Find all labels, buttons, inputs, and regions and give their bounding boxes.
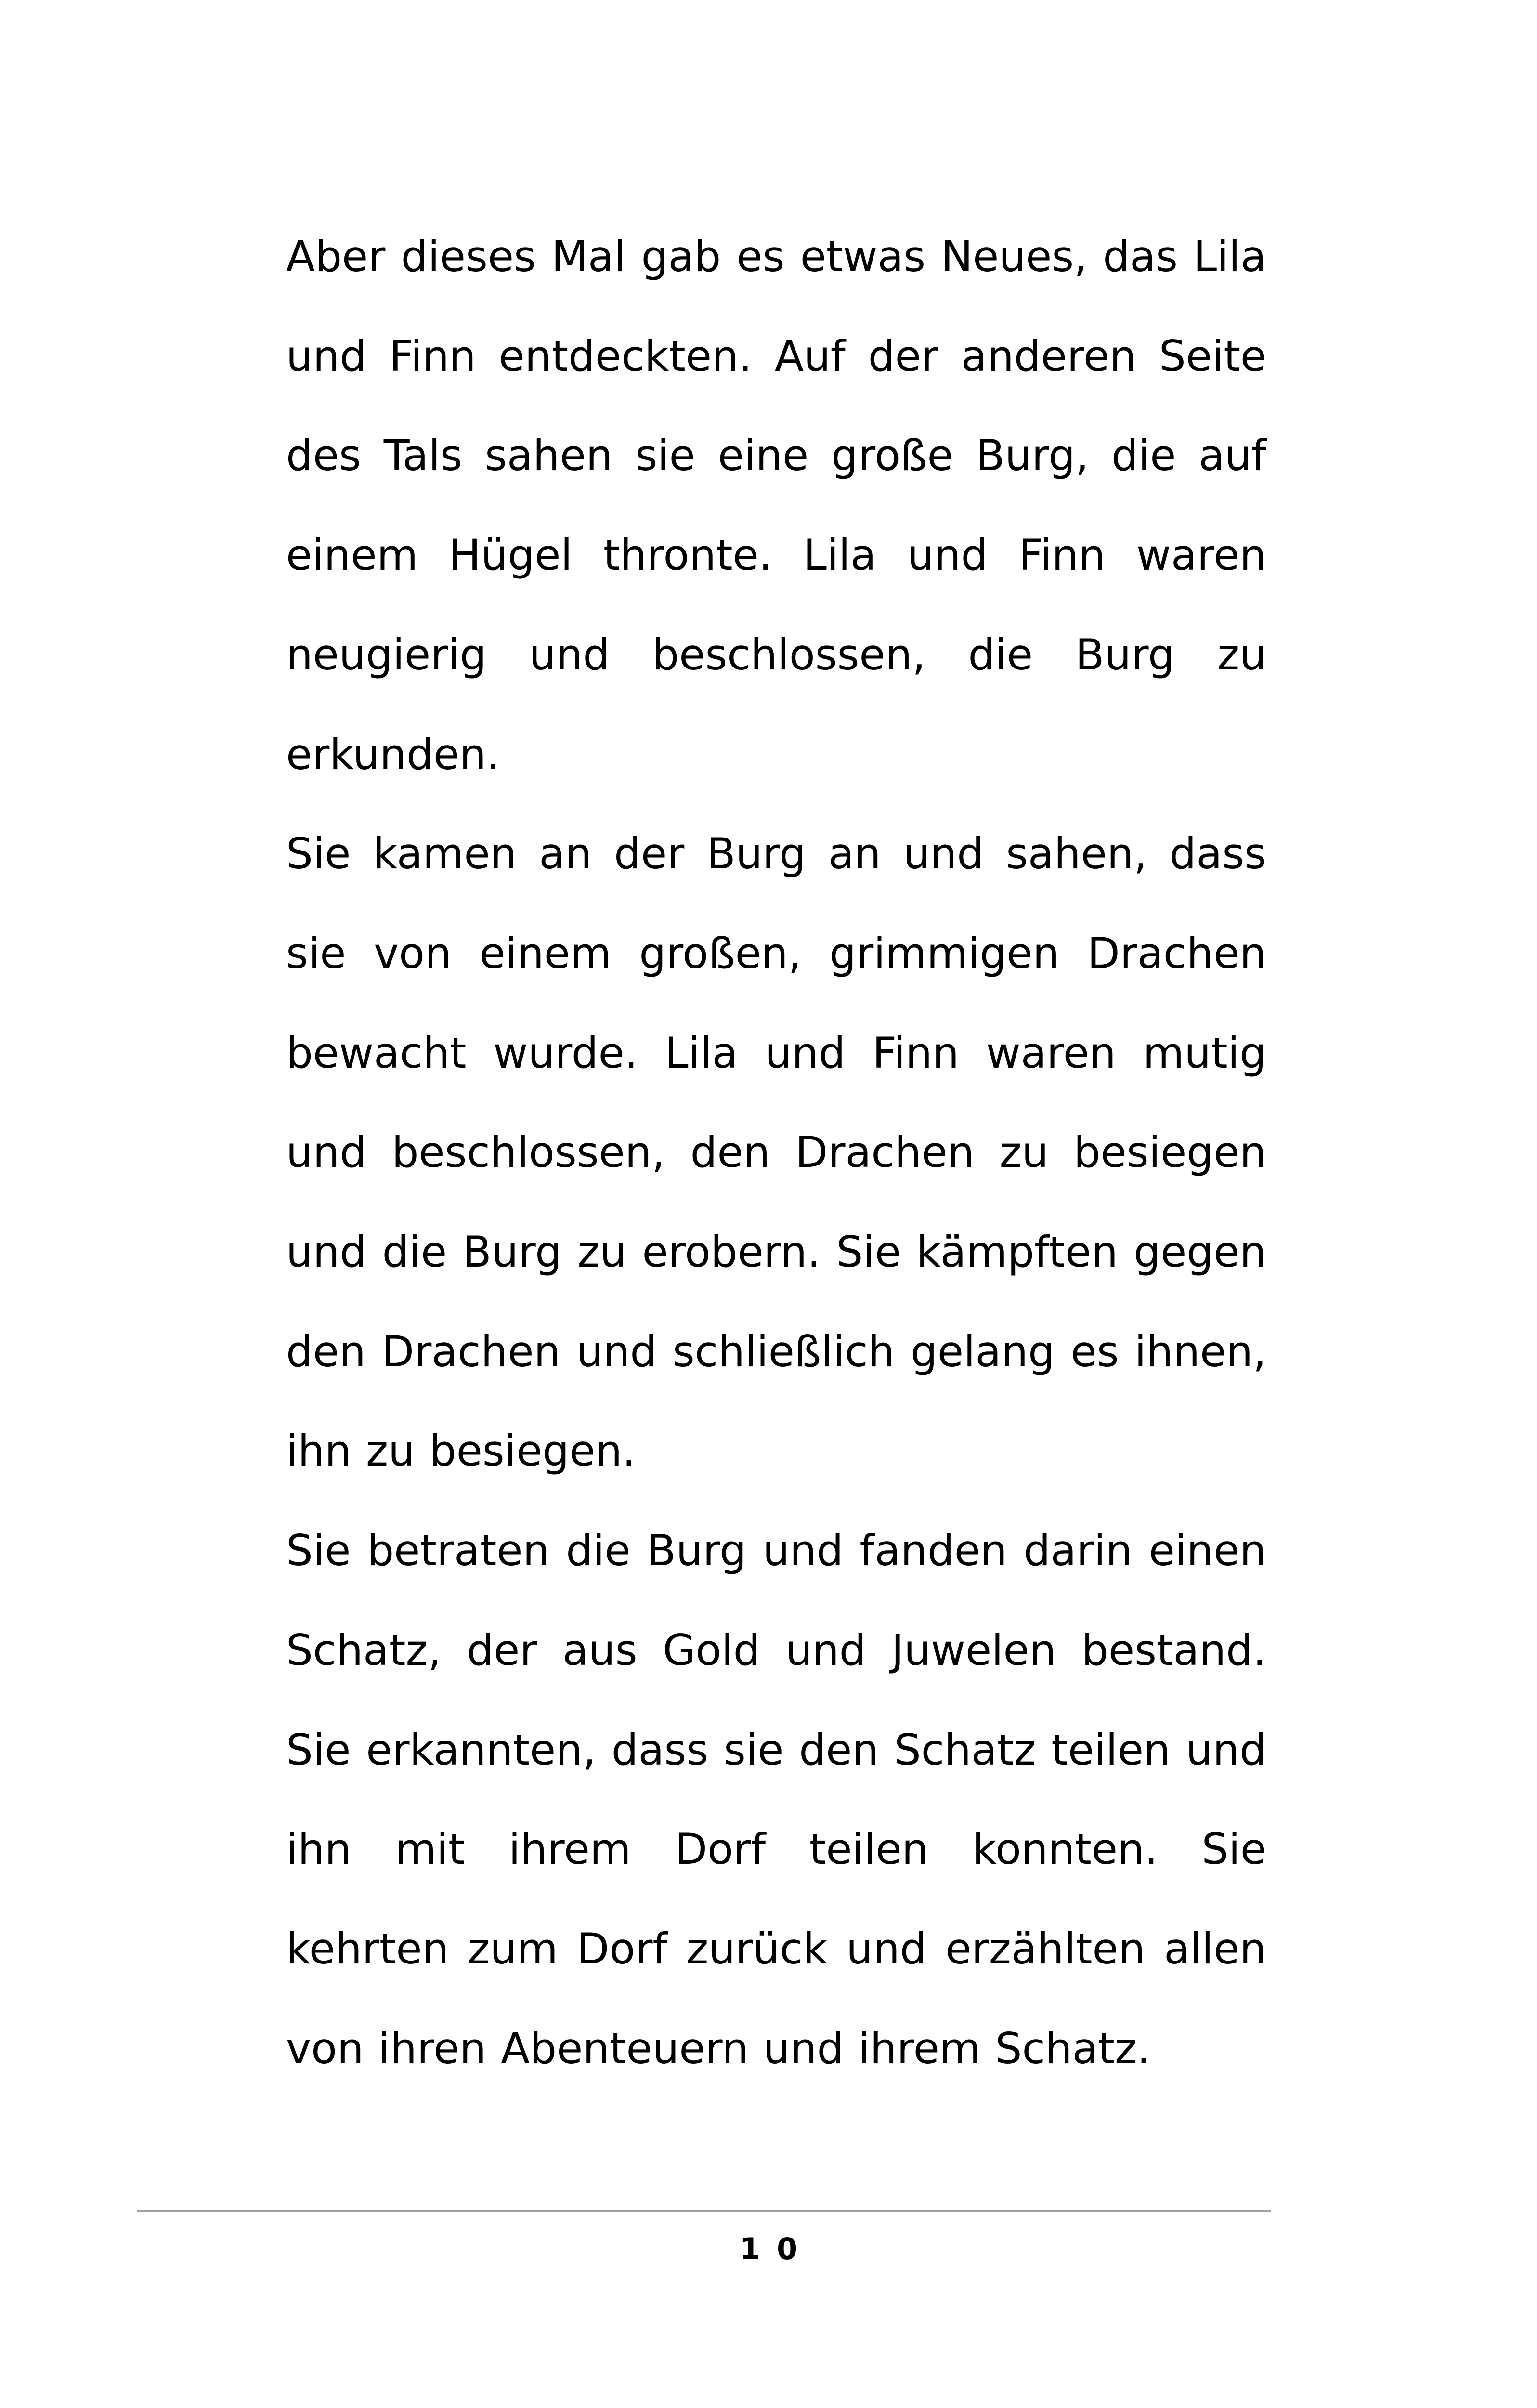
story-text (286, 207, 1266, 2098)
paragraph-castle-discovery: Aber dieses Mal gab es etwas Neues, das Lila und Finn entdeckten. Auf der anderen Seite des Tals sahen sie eine große Burg, die auf einem Hügel thronte. Lila und Finn waren neugierig und beschlossen, die Burg zu erkunden. (286, 232, 1266, 779)
page-number: 10 (739, 2231, 814, 2266)
paragraph-treasure: Sie betraten die Burg und fanden darin einen Schatz, der aus Gold und Juwelen bestand. Sie erkannten, dass sie den Schatz teilen und ihn mit ihrem Dorf teilen konnten. Sie kehrten zum Dorf zurück und erzählten allen von ihren Abenteuern und ihrem Schatz. (286, 1526, 1266, 2073)
paragraph-dragon-fight: Sie kamen an der Burg an und sahen, dass sie von einem großen, grimmigen Drachen bewacht wurde. Lila und Finn waren mutig und beschlossen, den Drachen zu besiegen und die Burg zu erobern. Sie kämpften gegen den Drachen und schließlich gelang es ihnen, ihn zu besiegen. (286, 829, 1266, 1476)
footer-divider (137, 2210, 1271, 2212)
